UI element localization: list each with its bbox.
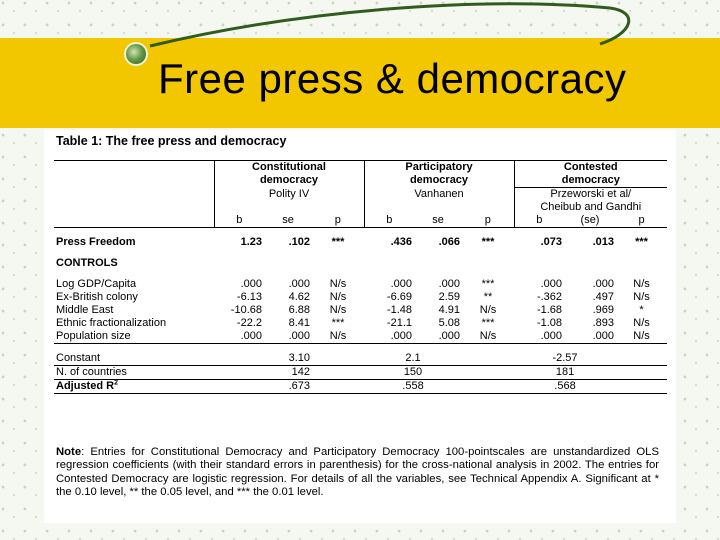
spacer-cell xyxy=(54,270,667,278)
value-cell: .568 xyxy=(514,380,616,394)
blank-cell xyxy=(462,366,514,380)
controls-heading-row xyxy=(54,257,667,270)
value-cell: N/s xyxy=(462,330,514,344)
spacer-cell xyxy=(54,344,667,353)
press-freedom-row xyxy=(54,236,667,249)
subheader: b xyxy=(514,214,564,228)
value-cell: -22.2 xyxy=(236,317,262,329)
group-contested-line2: democracy xyxy=(514,174,667,188)
value-cell: .013 xyxy=(592,236,615,248)
source-polity: Polity IV xyxy=(214,188,364,202)
spacer-row xyxy=(54,344,667,353)
value-cell: .558 xyxy=(364,380,462,394)
value-cell: .000 xyxy=(592,278,615,290)
subheader: se xyxy=(414,214,462,228)
subheader: b xyxy=(364,214,414,228)
value-cell: N/s xyxy=(329,304,347,316)
subheader: p xyxy=(462,214,514,228)
group-header-row-2 xyxy=(54,174,667,188)
spacer-row xyxy=(54,228,667,237)
value-cell: *** xyxy=(481,317,495,329)
blank-cell xyxy=(312,366,364,380)
row-label: N. of countries xyxy=(54,366,214,380)
subheader: p xyxy=(616,214,667,228)
row-label: Middle East xyxy=(56,304,114,316)
subheader: se xyxy=(264,214,312,228)
value-cell: 142 xyxy=(214,366,312,380)
blank-cell xyxy=(54,161,214,175)
value-cell: .000 xyxy=(414,330,462,344)
value-cell: N/s xyxy=(616,330,667,344)
value-cell: .073 xyxy=(540,236,563,248)
row-label: Population size xyxy=(54,330,214,344)
blank-cell xyxy=(54,201,214,214)
value-cell: 1.23 xyxy=(240,236,262,248)
blank-cell xyxy=(462,380,514,394)
value-cell: -2.57 xyxy=(514,352,616,366)
value-cell: N/s xyxy=(329,291,347,303)
blank-cell xyxy=(616,380,667,394)
value-cell: N/s xyxy=(633,317,650,329)
value-cell: .497 xyxy=(592,291,615,303)
group-header-row-1 xyxy=(54,161,667,175)
blank-cell xyxy=(54,174,214,188)
value-cell: -21.1 xyxy=(386,317,412,329)
slide-title: Free press & democracy xyxy=(158,55,627,102)
bullet-orb-icon xyxy=(126,44,146,64)
blank-cell xyxy=(312,352,364,366)
summary-row-constant xyxy=(54,352,667,366)
row-label: Log GDP/Capita xyxy=(56,278,137,290)
value-cell: -.362 xyxy=(536,291,563,303)
spacer-cell xyxy=(54,228,667,237)
blank-cell xyxy=(364,201,514,214)
results-table xyxy=(54,160,667,394)
value-cell: -6.13 xyxy=(236,291,262,303)
subheader: b xyxy=(214,214,264,228)
value-cell: *** xyxy=(331,317,345,329)
value-cell: .000 xyxy=(390,278,412,290)
value-cell: N/s xyxy=(329,278,347,290)
note-label: Note xyxy=(56,446,82,458)
value-cell: -1.48 xyxy=(386,304,412,316)
value-cell: 4.91 xyxy=(438,304,460,316)
summary-row-countries xyxy=(54,366,667,380)
value-cell: .969 xyxy=(592,304,615,316)
note-text: : Entries for Constitutional Democracy and Participatory Democracy 100-pointscales are unstandardized OLS regression coefficients (with their standard errors in parenthesis) for the cross-national analysis in 2002. The entries for Contested Democracy are logistic regression. For details of all the variables, see Technical Appendix A. Significant at * the 0.10 level, ** the 0.05 level, and *** the 0.01 level. xyxy=(56,446,659,499)
summary-row-r2 xyxy=(54,380,667,394)
table-row xyxy=(54,317,667,330)
value-cell: .000 xyxy=(438,278,460,290)
value-cell: .000 xyxy=(288,278,310,290)
value-cell: .673 xyxy=(214,380,312,394)
value-cell: *** xyxy=(481,236,495,248)
row-label: Press Freedom xyxy=(56,236,136,248)
source-przeworski: Przeworski et al/ xyxy=(514,188,667,202)
table-row xyxy=(54,291,667,304)
value-cell: .000 xyxy=(264,330,312,344)
value-cell: .000 xyxy=(364,330,414,344)
value-cell: -1.08 xyxy=(536,317,563,329)
value-cell: .102 xyxy=(288,236,310,248)
source-cheibub: Cheibub and Gandhi xyxy=(514,201,667,214)
blank-cell xyxy=(462,352,514,366)
source-vanhanen: Vanhanen xyxy=(364,188,514,202)
table-row xyxy=(54,330,667,344)
blank-cell xyxy=(214,257,667,270)
value-cell: .000 xyxy=(214,330,264,344)
value-cell: .893 xyxy=(592,317,615,329)
subheader: (se) xyxy=(564,214,616,228)
value-cell: * xyxy=(639,304,644,316)
value-cell: 181 xyxy=(514,366,616,380)
blank-cell xyxy=(616,366,667,380)
row-label: Ethnic fractionalization xyxy=(56,317,167,329)
value-cell: -6.69 xyxy=(386,291,412,303)
row-label: Ex-British colony xyxy=(56,291,138,303)
r2-label: Adjusted R xyxy=(56,380,115,392)
value-cell: N/s xyxy=(633,291,650,303)
value-cell: .066 xyxy=(438,236,460,248)
group-contested-line1: Contested xyxy=(514,161,667,175)
value-cell: 3.10 xyxy=(214,352,312,366)
subheader: p xyxy=(312,214,364,228)
blank-cell xyxy=(616,352,667,366)
value-cell: 2.59 xyxy=(438,291,460,303)
controls-heading: CONTROLS xyxy=(56,257,118,269)
swoosh-curve xyxy=(150,4,629,46)
table-caption: Table 1: The free press and democracy xyxy=(56,134,287,148)
value-cell: -10.68 xyxy=(230,304,262,316)
value-cell: .000 xyxy=(564,330,616,344)
row-label-r2 xyxy=(54,380,214,394)
row-label: Constant xyxy=(54,352,214,366)
source-row-1 xyxy=(54,188,667,202)
blank-cell xyxy=(214,201,364,214)
value-cell: N/s xyxy=(633,278,650,290)
source-row-2 xyxy=(54,201,667,214)
value-cell: .000 xyxy=(240,278,262,290)
blank-cell xyxy=(54,214,214,228)
blank-cell xyxy=(54,188,214,202)
value-cell: N/s xyxy=(479,304,497,316)
spacer-cell xyxy=(54,249,667,257)
table-row xyxy=(54,304,667,317)
value-cell: 2.1 xyxy=(364,352,462,366)
table-row xyxy=(54,278,667,291)
spacer-row xyxy=(54,249,667,257)
value-cell: 6.88 xyxy=(288,304,310,316)
value-cell: *** xyxy=(481,278,495,290)
value-cell: *** xyxy=(331,236,345,248)
value-cell: .000 xyxy=(540,278,563,290)
value-cell: 5.08 xyxy=(438,317,460,329)
group-participatory-line1: Participatory xyxy=(364,161,514,175)
table-note xyxy=(56,446,659,500)
group-constitutional-line1: Constitutional xyxy=(214,161,364,175)
value-cell: 150 xyxy=(364,366,462,380)
blank-cell xyxy=(312,380,364,394)
spacer-row xyxy=(54,270,667,278)
r2-superscript: 2 xyxy=(114,379,118,387)
value-cell: *** xyxy=(635,236,648,248)
value-cell: .000 xyxy=(514,330,564,344)
value-cell: N/s xyxy=(312,330,364,344)
value-cell: -1.68 xyxy=(536,304,563,316)
group-participatory-line2: democracy xyxy=(364,174,514,188)
table-panel xyxy=(44,130,676,523)
value-cell: .436 xyxy=(390,236,412,248)
value-cell: 8.41 xyxy=(288,317,310,329)
group-constitutional-line2: democracy xyxy=(214,174,364,188)
value-cell: ** xyxy=(483,291,493,303)
value-cell: 4.62 xyxy=(288,291,310,303)
subheader-row xyxy=(54,214,667,228)
